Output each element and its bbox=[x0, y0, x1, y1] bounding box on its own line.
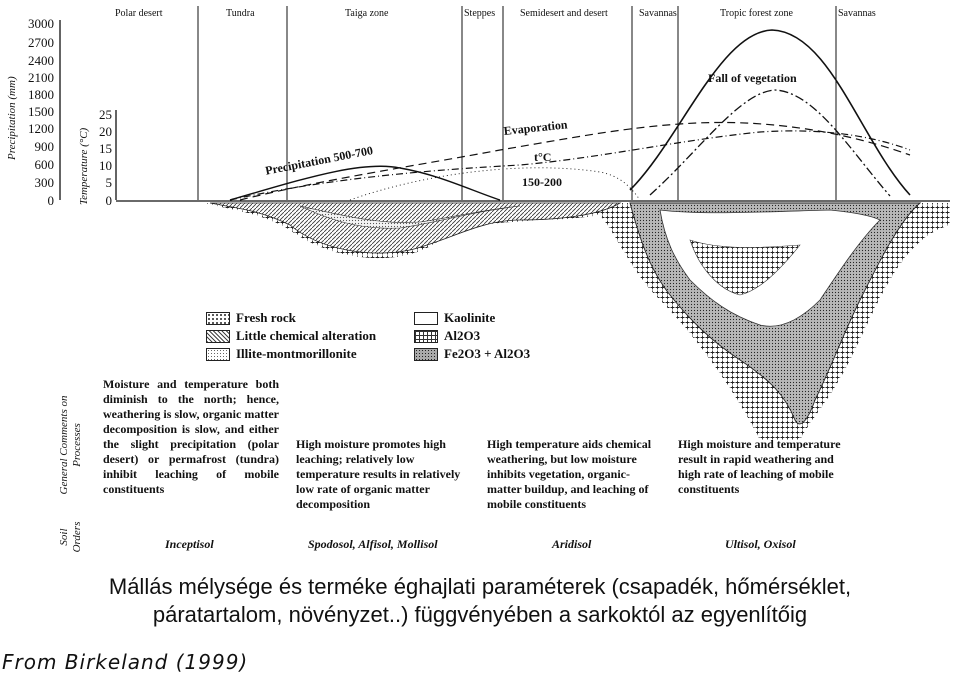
zone-taiga: Taiga zone bbox=[345, 8, 389, 19]
precip-axis-label: Precipitation (mm) bbox=[6, 76, 18, 160]
zone-tropic-forest: Tropic forest zone bbox=[720, 8, 793, 19]
precip-tick: 300 bbox=[34, 175, 54, 190]
zone-savannas-left: Savannas bbox=[639, 8, 677, 19]
precip-tick: 2700 bbox=[28, 35, 54, 50]
temp-tick: 5 bbox=[105, 175, 112, 190]
precip-tick: 1200 bbox=[28, 121, 54, 136]
veg-fall-label: Fall of vegetation bbox=[708, 71, 797, 85]
precip-tick: 0 bbox=[47, 193, 54, 208]
precip-tick: 1800 bbox=[28, 87, 54, 102]
legend-fresh-rock bbox=[206, 310, 296, 326]
temp-tick: 15 bbox=[99, 141, 112, 156]
legend-illite bbox=[206, 346, 357, 362]
zone-semidesert: Semidesert and desert bbox=[520, 8, 608, 19]
zone-savannas-right: Savannas bbox=[838, 8, 876, 19]
illite-label: Illite-montmorillonite bbox=[236, 346, 357, 361]
al2o3-label: Al2O3 bbox=[444, 328, 481, 343]
fe-al-label: Fe2O3 + Al2O3 bbox=[444, 346, 531, 361]
comment-polar: Moisture and temperature both diminish to the north; hence, weathering is slow, organic matter decomposition is slow, and either the slight precipitation (polar desert) or permafrost (tundra) inhibit leaching of mobile constituents bbox=[103, 377, 279, 496]
fresh-rock-swatch bbox=[206, 312, 230, 325]
kaolinite-label: Kaolinite bbox=[444, 310, 496, 325]
temp-axis-label: Temperature (°C) bbox=[78, 127, 90, 205]
fresh-rock-label: Fresh rock bbox=[236, 310, 296, 325]
legend-little-alteration bbox=[206, 328, 376, 344]
al2o3-swatch bbox=[414, 330, 438, 343]
temp-tick: 0 bbox=[105, 193, 112, 208]
order-spodosol: Spodosol, Alfisol, Mollisol bbox=[308, 537, 438, 551]
precip-low-curve bbox=[350, 168, 640, 200]
zone-steppes: Steppes bbox=[464, 8, 496, 19]
temp-curve-label: t°C bbox=[534, 150, 552, 164]
legend-kaolinite bbox=[414, 310, 495, 326]
caption-line-1: Mállás mélysége és terméke éghajlati paraméterek (csapadék, hőmérséklet, bbox=[108, 574, 852, 599]
little-alteration-zone bbox=[210, 203, 620, 253]
precip-low-label: 150-200 bbox=[522, 175, 562, 189]
illite-swatch bbox=[206, 348, 230, 361]
caption-line-2: páratartalom, növényzet..) függvényében a sarkoktól az egyenlítőig bbox=[152, 602, 808, 627]
legend-fe-al bbox=[414, 346, 530, 362]
zone-polar-desert: Polar desert bbox=[115, 8, 163, 19]
precip-tick: 3000 bbox=[28, 16, 54, 31]
zone-tundra: Tundra bbox=[226, 8, 255, 19]
comment-taiga: High moisture promotes high leaching; relatively low temperature results in relatively low rate of organic matter decomposition bbox=[296, 437, 461, 511]
veg-fall-curve bbox=[650, 90, 890, 196]
comment-desert: High temperature aids chemical weathering, but low moisture inhibits vegetation, organic-matter buildup, and leaching of mobile constituents bbox=[487, 437, 652, 511]
precip-tick: 600 bbox=[34, 157, 54, 172]
source-credit: From Birkeland (1999) bbox=[2, 650, 249, 674]
legend-al2o3 bbox=[414, 328, 480, 344]
precip-curve-label: Precipitation 500-700 bbox=[264, 143, 375, 178]
little-alteration-label: Little chemical alteration bbox=[236, 328, 377, 343]
evap-curve-label: Evaporation bbox=[503, 117, 569, 138]
precip-tick: 1500 bbox=[28, 104, 54, 119]
orders-row-label: Soil Orders bbox=[58, 521, 83, 553]
precip-tick: 900 bbox=[34, 139, 54, 154]
temp-tick: 20 bbox=[99, 124, 112, 139]
precip-tick: 2400 bbox=[28, 53, 54, 68]
little-alteration-swatch bbox=[206, 330, 230, 343]
precip-tick: 2100 bbox=[28, 70, 54, 85]
order-ultisol: Ultisol, Oxisol bbox=[725, 537, 796, 551]
order-aridisol: Aridisol bbox=[552, 537, 592, 551]
temp-tick: 25 bbox=[99, 107, 112, 122]
fe-al-swatch bbox=[414, 348, 438, 361]
kaolinite-swatch bbox=[414, 312, 438, 325]
order-inceptisol: Inceptisol bbox=[165, 537, 214, 551]
temp-tick: 10 bbox=[99, 158, 112, 173]
comment-tropic: High moisture and temperature result in rapid weathering and high rate of leaching of mobile constituents bbox=[678, 437, 841, 496]
comments-row-label: General Comments on Processes bbox=[58, 395, 83, 495]
